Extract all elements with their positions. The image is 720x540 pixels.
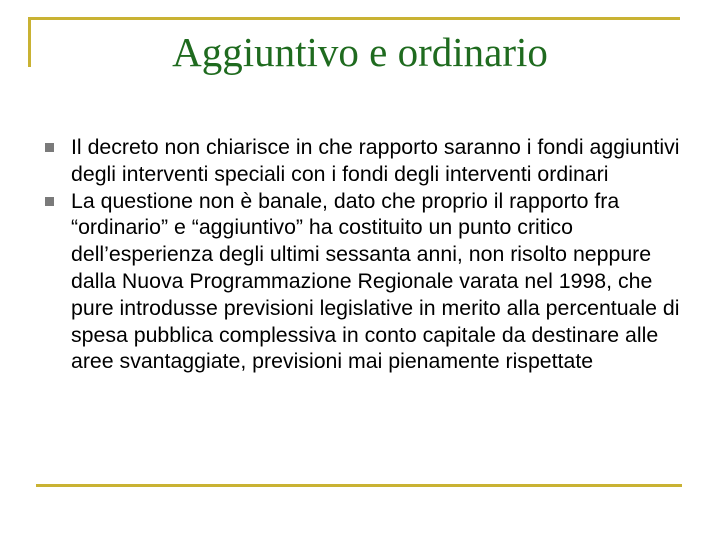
slide-frame-bottom-rule xyxy=(36,484,682,487)
bullet-item-1 xyxy=(42,134,682,188)
square-bullet-icon xyxy=(45,143,54,152)
square-bullet-icon xyxy=(45,197,54,206)
slide-title: Aggiuntivo e ordinario xyxy=(172,29,548,75)
slide-frame-top-rule xyxy=(28,17,680,20)
bullet-item-2 xyxy=(42,188,682,376)
bullet-text-2: La questione non è banale, dato che proprio il rapporto fra “ordinario” e “aggiuntivo” ha costituito un punto critico dell’esperienza degli ultimi sessanta anni, non risolto neppure dalla Nuova Programmazione Regionale varata nel 1998, che pure introdusse previsioni legislative in merito alla percentuale di spesa pubblica complessiva in conto capitale da destinare alle aree svantaggiate, previsioni mai pienamente rispettate xyxy=(71,188,680,374)
bullet-list xyxy=(42,134,682,375)
bullet-text-1: Il decreto non chiarisce in che rapporto saranno i fondi aggiuntivi degli interventi speciali con i fondi degli interventi ordinari xyxy=(71,135,680,186)
